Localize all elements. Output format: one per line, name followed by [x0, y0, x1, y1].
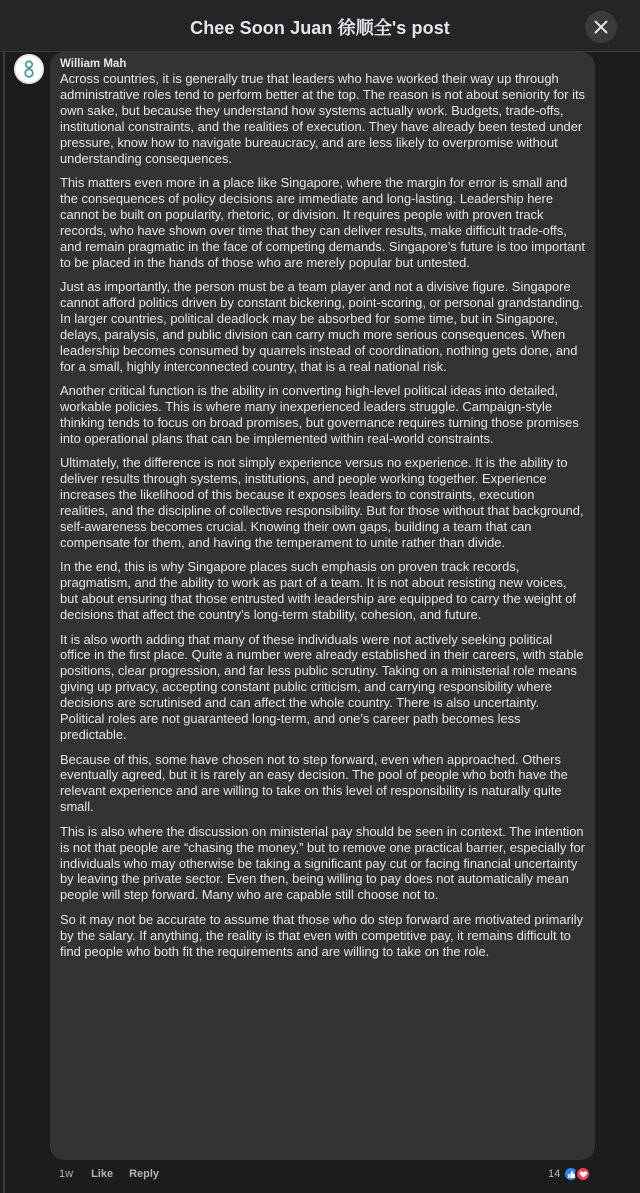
comment-paragraph: This is also where the discussion on ministerial pay should be seen in context. The intention is not that people are “chasing the money,” but to remove one practical barrier, especially for individuals who may otherwise be taking a significant pay cut or facing financial uncertainty by leaving the private sector. Even then, being willing to pay does not automatically mean people will step forward. Many who are capable still choose not to. — [60, 823, 585, 903]
comment-author[interactable]: William Mah — [60, 58, 127, 70]
comment-paragraph: Ultimately, the difference is not simply experience versus no experience. It is the ability to deliver results through systems, institutions, and people working together. Experience increases the likelihood of this because it exposes leaders to constraints, execution realities, and the discipline of collective responsibility. But for those without that background, self-awareness becomes crucial. Knowing their own gaps, building a team that can compensate for them, and having the temperament to unite rather than divide. — [60, 455, 584, 550]
comment-paragraph: Across countries, it is generally true that leaders who have worked their way up through administrative roles tend to perform better at the top. The reason is not about seniority for its own sake, but because they understand how systems actually work. Budgets, trade-offs, institutional constraints, and the realities of execution. They have already been tested under pressure, know how to navigate bureaucracy, and are less likely to overpromise without understanding consequences. — [60, 71, 585, 166]
reaction-count: 14 — [548, 1168, 561, 1180]
reply-button[interactable]: Reply — [129, 1168, 160, 1180]
post-header — [0, 0, 640, 52]
comment-paragraph: It is also worth adding that many of these individuals were not actively seeking political office in the first place. Quite a number were already established in their careers, with stable positions, clear progression, and far less public scrutiny. Taking on a ministerial role means giving up privacy, accepting constant public criticism, and carrying responsibility where decisions are scrutinised and can affect the whole country. There is also uncertainty. Political roles are not guaranteed long-term, and one’s career path becomes less predictable. — [60, 631, 584, 742]
avatar-logo — [14, 54, 44, 84]
comment-actions — [59, 1166, 175, 1182]
like-button[interactable]: Like — [91, 1168, 114, 1180]
avatar[interactable] — [14, 54, 44, 84]
close-button[interactable] — [585, 11, 617, 43]
comment-paragraph: So it may not be accurate to assume that those who do step forward are motivated primarily by the salary. If anything, the reality is that even with competitive pay, it remains difficult to find people who both fit the requirements and are willing to take on the role. — [60, 911, 584, 959]
page-title: Chee Soon Juan 徐顺全's post — [190, 18, 450, 38]
comment-timestamp[interactable]: 1w — [59, 1168, 74, 1180]
thread-line — [3, 52, 5, 1193]
love-icon — [575, 1166, 591, 1182]
reaction-summary[interactable] — [548, 1165, 591, 1183]
comment-body — [60, 71, 585, 960]
comment-bubble — [50, 52, 595, 1160]
comment-paragraph: Just as importantly, the person must be a team player and not a divisive figure. Singapore cannot afford politics driven by constant bickering, point-scoring, or personal grandstanding. In larger countries, political deadlock may be absorbed for some time, but in Singapore, delays, paralysis, and public division can carry much more serious consequences. When leadership becomes consumed by quarrels instead of coordination, nothing gets done, and for a small, highly interconnected country, that is a real national risk. — [60, 279, 583, 374]
comment-thread — [0, 52, 640, 1193]
comment-paragraph: Another critical function is the ability in converting high-level political ideas into detailed, workable policies. This is where many inexperienced leaders struggle. Campaign-style thinking tends to focus on broad promises, but governance requires turning those promises into operational plans that can be implemented within real-world constraints. — [60, 383, 579, 446]
comment-paragraph: This matters even more in a place like Singapore, where the margin for error is small and the consequences of policy decisions are immediate and long-lasting. Leadership here cannot be built on popularity, rhetoric, or division. It requires people with proven track records, who have shown over time that they can deliver results, make difficult trade-offs, and remain pragmatic in the face of competing demands. Singapore’s future is too important to be placed in the hands of those who are merely popular but untested. — [60, 175, 585, 270]
comment-paragraph: Because of this, some have chosen not to step forward, even when approached. Others eventually agreed, but it is rarely an easy decision. The pool of people who both have the relevant experience and are willing to take on this level of responsibility is naturally quite small. — [60, 751, 568, 815]
close-icon — [594, 20, 608, 34]
comment-paragraph: In the end, this is why Singapore places such emphasis on proven track records, pragmatism, and the ability to work as part of a team. It is not about resisting new voices, but about ensuring that those entrusted with leadership are equipped to carry the weight of decisions that affect the country’s long-term stability, cohesion, and future. — [60, 559, 576, 623]
